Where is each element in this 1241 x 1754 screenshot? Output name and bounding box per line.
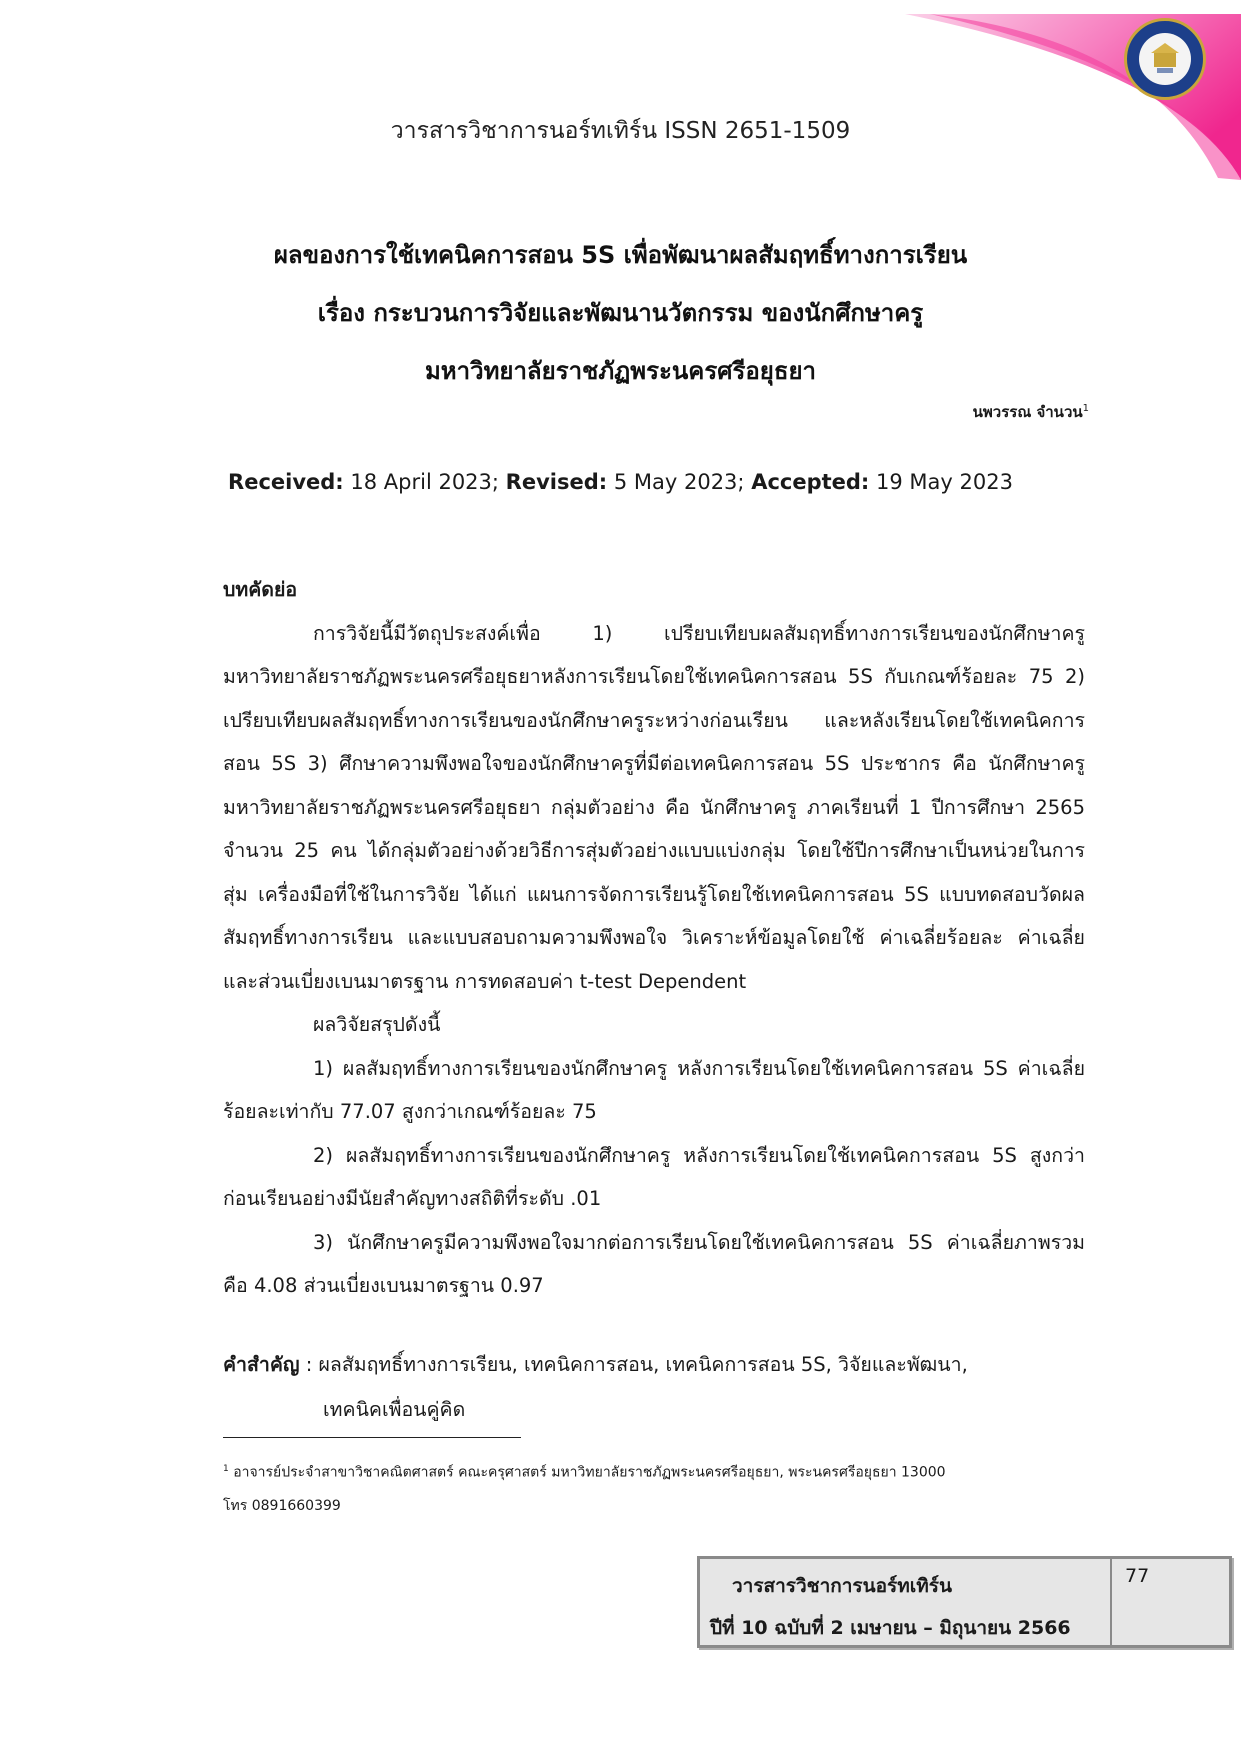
keywords [223, 1342, 1085, 1432]
footnote-divider [223, 1437, 521, 1438]
page-footer [697, 1556, 1232, 1648]
accepted-date: 19 May 2023 [876, 470, 1013, 494]
abstract-heading: บทคัดย่อ [223, 578, 298, 601]
keywords-line-1: ผลสัมฤทธิ์ทางการเรียน, เทคนิคการสอน, เทคนิคการสอน 5S, วิจัยและพัฒนา, [318, 1353, 968, 1376]
title-line-3: มหาวิทยาลัยราชภัฏพระนครศรีอยุธยา [424, 357, 817, 385]
corner-decoration [0, 0, 1241, 200]
keywords-label: คำสำคัญ [223, 1353, 300, 1376]
title-line-1: ผลของการใช้เทคนิคการสอน 5S เพื่อพัฒนาผลสัมฤทธิ์ทางการเรียน [273, 241, 968, 269]
author [973, 400, 1089, 424]
results-intro: ผลวิจัยสรุปดังนี้ [313, 1013, 441, 1036]
footer-journal-name: วารสารวิชาการนอร์ทเทิร์น [732, 1575, 952, 1597]
page-number: 77 [1125, 1565, 1150, 1587]
footer-issue: ปีที่ 10 ฉบับที่ 2 เมษายน – มิถุนายน 2566 [710, 1617, 1071, 1639]
abstract-body: การวิจัยนี้มีวัตถุประสงค์เพื่อ 1) เปรียบเทียบผลสัมฤทธิ์ทางการเรียนของนักศึกษาครู มหาวิทยาลัยราชภัฏพระนครศรีอยุธยาหลังการเรียนโดยใช้เทคนิคการสอน 5S กับเกณฑ์ร้อยละ 75 2) เปรียบเทียบผลสัมฤทธิ์ทางการเรียนของนักศึกษาครูระหว่างก่อนเรียน และหลังเรียนโดยใช้เทคนิคการสอน 5S 3) ศึกษาความพึงพอใจของนักศึกษาครูที่มีต่อเทคนิคการสอน 5S ประชากร คือ นักศึกษาครู มหาวิทยาลัยราชภัฏพระนครศรีอยุธยา กลุ่มตัวอย่าง คือ นักศึกษาครู ภาคเรียนที่ 1 ปีการศึกษา 2565 จำนวน 25 คน ได้กลุ่มตัวอย่างด้วยวิธีการสุ่มตัวอย่างแบบแบ่งกลุ่ม โดยใช้ปีการศึกษาเป็นหน่วยในการสุ่ม เครื่องมือที่ใช้ในการวิจัย ได้แก่ แผนการจัดการเรียนรู้โดยใช้เทคนิคการสอน 5S แบบทดสอบวัดผลสัมฤทธิ์ทางการเรียน และแบบสอบถามความพึงพอใจ วิเคราะห์ข้อมูลโดยใช้ ค่าเฉลี่ยร้อยละ ค่าเฉลี่ยและส่วนเบี่ยงเบนมาตรฐาน การทดสอบค่า t-test Dependent [223, 621, 1085, 993]
result-2: 2) ผลสัมฤทธิ์ทางการเรียนของนักศึกษาครู หลังการเรียนโดยใช้เทคนิคการสอน 5S สูงกว่าก่อนเรียนอย่างมีนัยสำคัญทางสถิติที่ระดับ .01 [223, 1143, 1085, 1210]
abstract [223, 568, 1085, 1308]
footnote-mark: 1 [223, 1464, 229, 1474]
keywords-line-2: เทคนิคเพื่อนคู่คิด [323, 1398, 466, 1421]
college-seal-logo [1124, 18, 1206, 100]
author-footnote-mark: 1 [1082, 403, 1089, 414]
submission-dates [0, 470, 1241, 494]
accepted-label: Accepted: [751, 470, 870, 494]
result-1: 1) ผลสัมฤทธิ์ทางการเรียนของนักศึกษาครู หลังการเรียนโดยใช้เทคนิคการสอน 5S ค่าเฉลี่ยร้อยละเท่ากับ 77.07 สูงกว่าเกณฑ์ร้อยละ 75 [223, 1056, 1085, 1123]
footnote-affiliation: อาจารย์ประจำสาขาวิชาคณิตศาสตร์ คณะครุศาสตร์ มหาวิทยาลัยราชภัฏพระนครศรีอยุธยา, พระนครศรีอยุธยา 13000 [233, 1464, 946, 1481]
footer-journal-info [700, 1559, 1112, 1645]
article-title [0, 226, 1241, 400]
journal-header: วารสารวิชาการนอร์ทเทิร์น ISSN 2651-1509 [390, 118, 851, 144]
footnote-phone: โทร 0891660399 [223, 1497, 341, 1514]
footnote [223, 1453, 1123, 1523]
received-label: Received: [228, 470, 344, 494]
received-date: 18 April 2023; [350, 470, 499, 494]
revised-date: 5 May 2023; [613, 470, 745, 494]
title-line-2: เรื่อง กระบวนการวิจัยและพัฒนานวัตกรรม ของนักศึกษาครู [317, 299, 924, 327]
result-3: 3) นักศึกษาครูมีความพึงพอใจมากต่อการเรียนโดยใช้เทคนิคการสอน 5S ค่าเฉลี่ยภาพรวม คือ 4.08 ส่วนเบี่ยงเบนมาตรฐาน 0.97 [223, 1230, 1085, 1297]
author-name: นพวรรณ จำนวน [972, 403, 1083, 421]
revised-label: Revised: [505, 470, 608, 494]
keywords-separator: : [299, 1353, 319, 1376]
